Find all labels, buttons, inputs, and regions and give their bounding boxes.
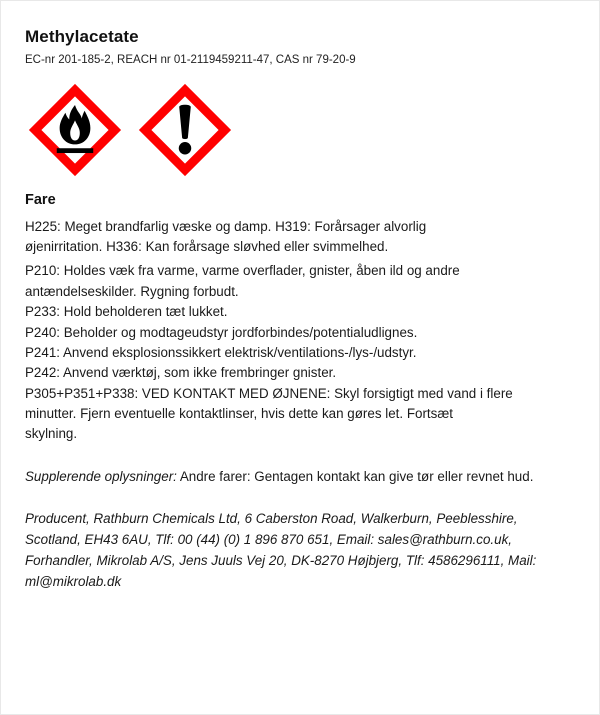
exclamation-mark-pictogram <box>137 82 233 178</box>
supplementary-text: Andre farer: Gentagen kontakt kan give tør eller revnet hud. <box>176 468 534 484</box>
flame-pictogram <box>27 82 123 178</box>
pictogram-row <box>27 82 577 180</box>
precautionary-statement-line: antændelseskilder. Rygning forbudt. <box>25 283 239 299</box>
hazard-statements <box>25 217 577 258</box>
precautionary-statement-line: skylning. <box>25 426 78 442</box>
chemical-hazard-label <box>1 1 599 714</box>
supplementary-information <box>25 467 577 487</box>
page-title: Methylacetate <box>25 27 139 46</box>
signal-word: Fare <box>25 192 56 209</box>
substance-identifiers: EC-nr 201-185-2, REACH nr 01-2119459211-47, CAS nr 79-20-9 <box>25 54 356 67</box>
hazard-statement-line: øjenirritation. H336: Kan forårsage sløvhed eller svimmelhed. <box>25 239 389 255</box>
precautionary-statement-line: P241: Anvend eksplosionssikkert elektrisk/ventilations-/lys-/udstyr. <box>25 344 417 360</box>
precautionary-statement-line: minutter. Fjern eventuelle kontaktlinser, hvis dette kan gøres let. Fortsæt <box>25 406 453 422</box>
hazard-statement-line: H225: Meget brandfarlig væske og damp. H319: Forårsager alvorlig <box>25 218 427 234</box>
supplier-contact-information: Producent, Rathburn Chemicals Ltd, 6 Caberston Road, Walkerburn, Peeblesshire, Scotland, EH43 6AU, Tlf: 00 (44) (0) 1 896 870 651, Email: sales@rathburn.co.uk, Forhandler, Mikrolab A/S, Jens Juuls Vej 20, DK-8270 Højbjerg, Tlf: 4586296111, Mail: ml@mikrolab.dk <box>25 511 537 589</box>
precautionary-statement-line: P210: Holdes væk fra varme, varme overflader, gnister, åben ild og andre <box>25 263 460 279</box>
precautionary-statement-line: P242: Anvend værktøj, som ikke frembringer gnister. <box>25 365 337 381</box>
precautionary-statements <box>25 261 577 444</box>
precautionary-statement-line: P240: Beholder og modtageudstyr jordforbindes/potentialudlignes. <box>25 324 418 340</box>
precautionary-statement-line: P233: Hold beholderen tæt lukket. <box>25 304 228 320</box>
precautionary-statement-line: P305+P351+P338: VED KONTAKT MED ØJNENE: Skyl forsigtigt med vand i flere <box>25 385 513 401</box>
supplementary-label: Supplerende oplysninger: <box>25 468 177 484</box>
